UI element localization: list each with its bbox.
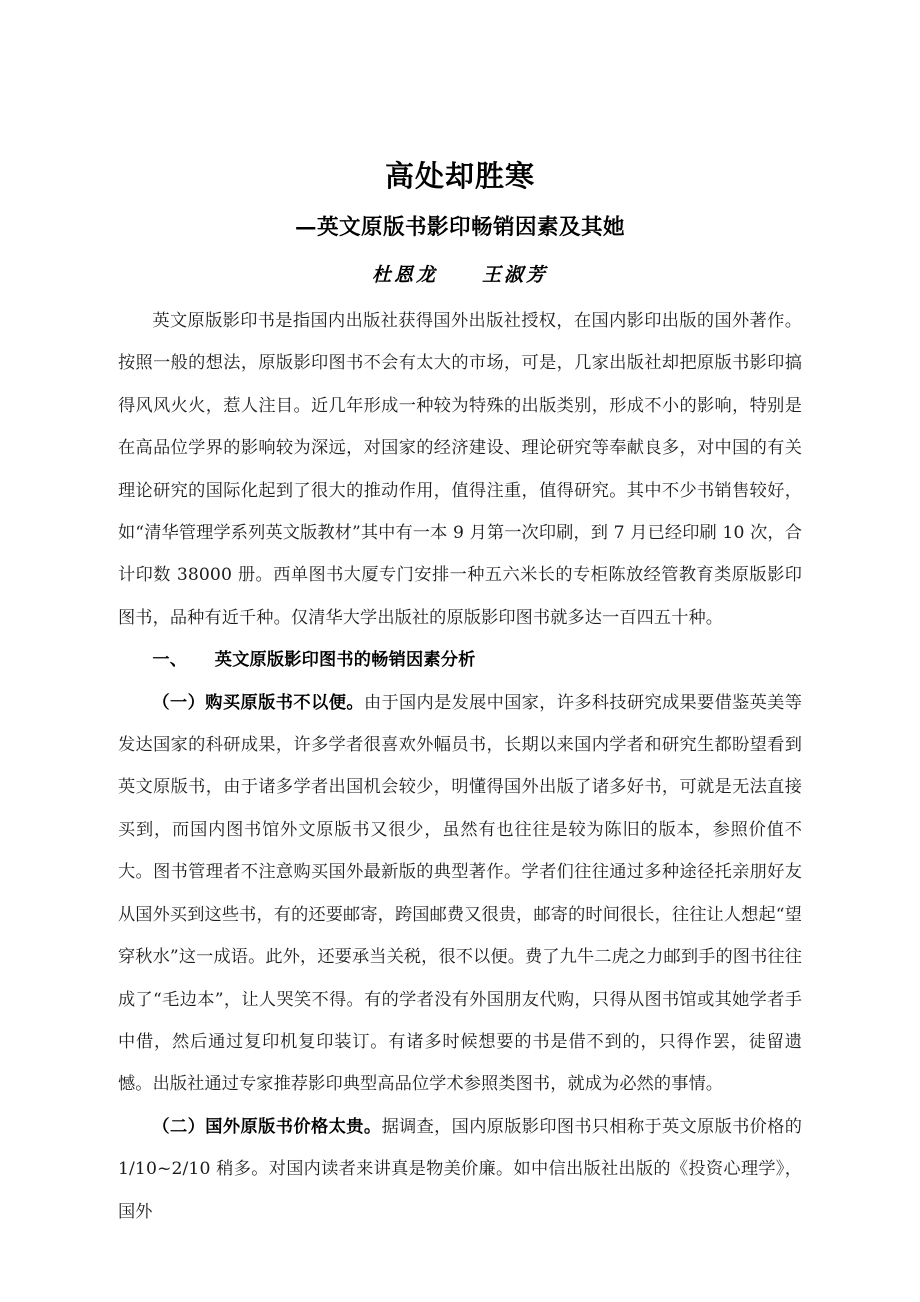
document-body — [118, 300, 802, 1233]
page-title: 高处却胜寒 — [384, 159, 535, 193]
subsection-one-paragraph — [118, 682, 802, 1106]
subsection-two-lead: （二）国外原版书价格太贵。 — [152, 1116, 382, 1137]
subsection-one-body: 由于国内是发展中国家，许多科技研究成果要借鉴英美等发达国家的科研成果，许多学者很喜欢外幅员书，长期以来国内学者和研究生都盼望看到英文原版书，由于诸多学者出国机会较少，明懂得国外出版了诸多好书，可就是无法直接买到，而国内图书馆外文原版书又很少，虽然有也往往是较为陈旧的版本，参照价值不大。图书管理者不注意购买国外最新版的典型著作。学者们往往通过多种途径托亲朋好友从国外买到这些书，有的还要邮寄，跨国邮费又很贵，邮寄的时间很长，往往让人想起“望穿秋水”这一成语。此外，还要承当关税，很不以便。费了九牛二虎之力邮到手的图书往往成了“毛边本”，让人哭笑不得。有的学者没有外国朋友代购，只得从图书馆或其她学者手中借，然后通过复印机复印装订。有诸多时候想要的书是借不到的，只得作罢，徒留遗憾。出版社通过专家推荐影印典型高品位学术参照类图书，就成为必然的事情。 — [118, 692, 802, 1095]
subsection-two-body: 据调查，国内原版影印图书只相称于英文原版书价格的 1/10~2/10 稍多。对国内读者来讲真是物美价廉。如中信出版社出版的《投资心理学》，国外 — [118, 1116, 802, 1222]
section-heading-one — [118, 639, 802, 681]
section-number: 一、 — [152, 650, 188, 671]
subsection-one-lead: （一）购买原版书不以便。 — [152, 692, 364, 713]
subsection-two-paragraph — [118, 1106, 802, 1233]
section-heading-text: 英文原版影印图书的畅销因素分析 — [214, 650, 476, 671]
intro-paragraph: 英文原版影印书是指国内出版社获得国外出版社授权，在国内影印出版的国外著作。按照一般的想法，原版影印图书不会有太大的市场，可是，几家出版社却把原版书影印搞得风风火火，惹人注目。近几年形成一种较为特殊的出版类别，形成不小的影响，特别是在高品位学界的影响较为深远，对国家的经济建设、理论研究等奉献良多，对中国的有关理论研究的国际化起到了很大的推动作用，值得注重，值得研究。其中不少书销售较好，如“清华管理学系列英文版教材”其中有一本 9 月第一次印刷，到 7 月已经印刷 10 次，合计印数 38000 册。西单图书大厦专门安排一种五六米长的专柜陈放经管教育类原版影印图书，品种有近千种。仅清华大学出版社的原版影印图书就多达一百四五十种。 — [118, 311, 802, 628]
page-subtitle: —英文原版书影印畅销因素及其她 — [294, 215, 625, 240]
author-byline: 杜恩龙 王淑芳 — [371, 264, 548, 286]
